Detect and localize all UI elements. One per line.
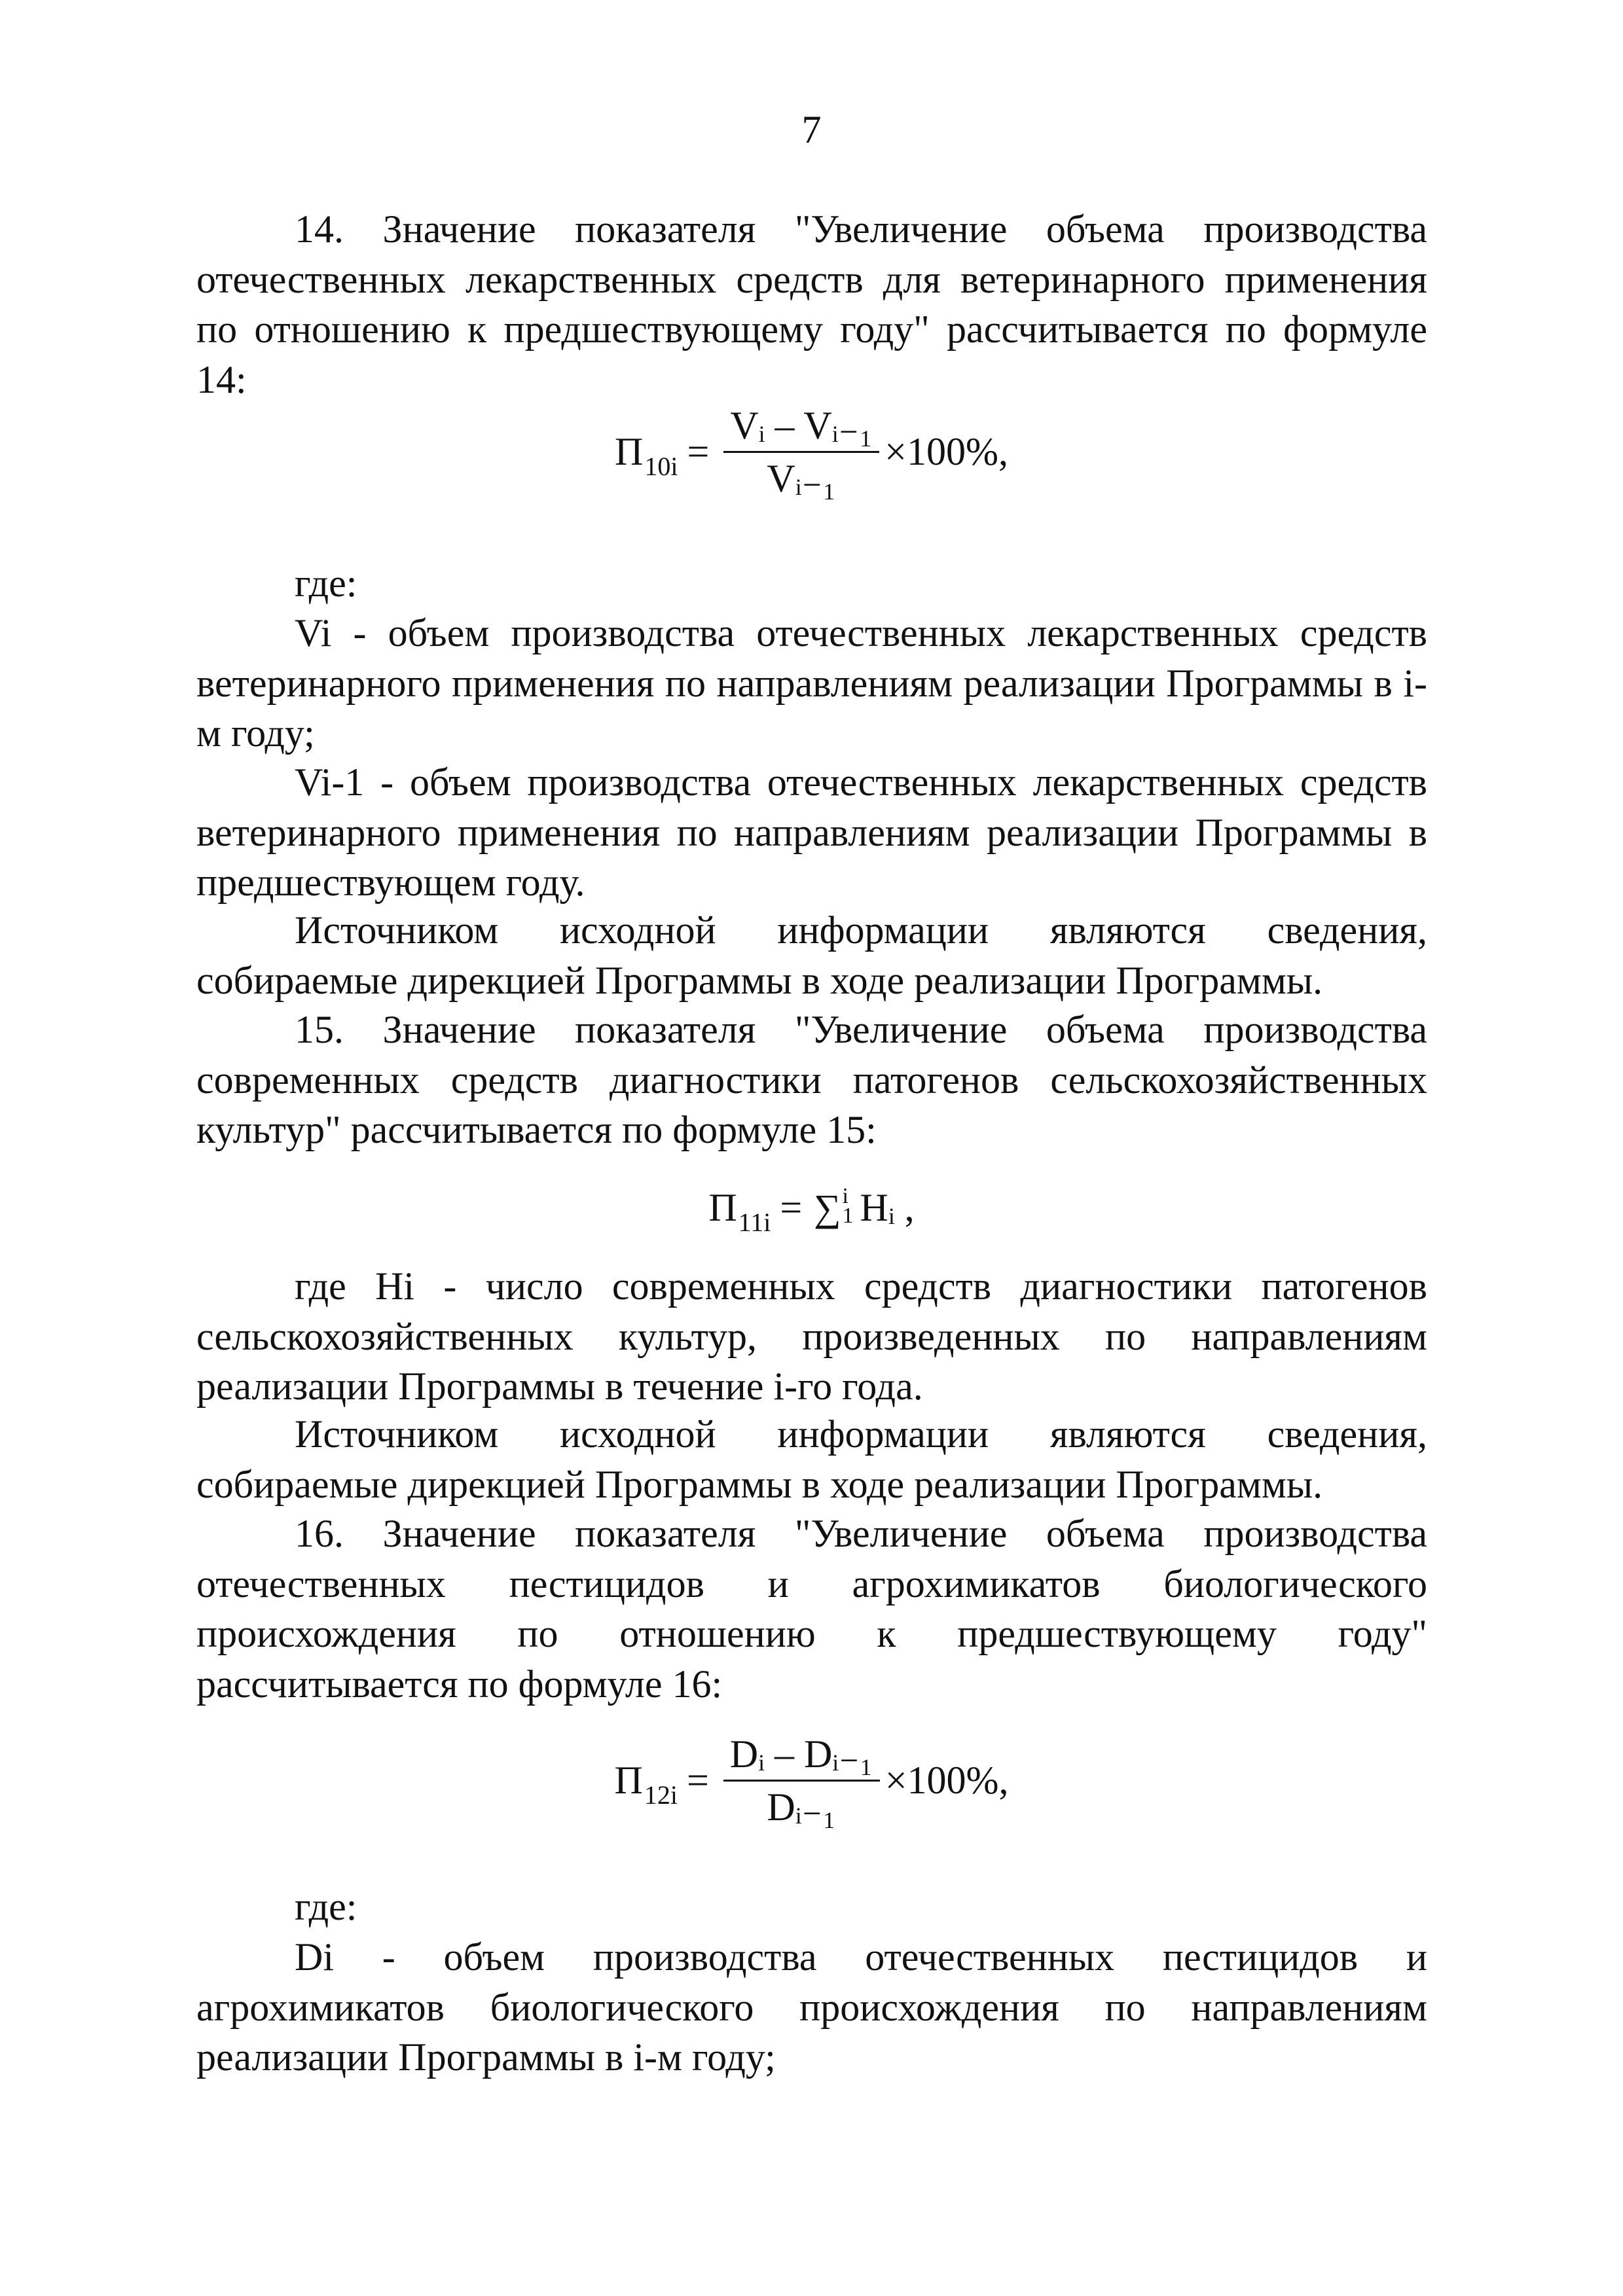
sum-lower-limit: 1 bbox=[842, 1204, 854, 1228]
page-number: 7 bbox=[801, 108, 822, 151]
formula-14 bbox=[0, 393, 1623, 511]
formula-14-numerator: Vᵢ – Vᵢ₋₁ bbox=[723, 405, 879, 453]
formula-16-denominator: Dᵢ₋₁ bbox=[767, 1785, 837, 1829]
formula-16-fraction bbox=[723, 1734, 880, 1827]
paragraph-14-intro: 14. Значение показателя "Увеличение объема производства отечественных лекарственных средств для ветеринарного применения по отношению к предшествующему году" рассчитывается по формуле 14: bbox=[196, 207, 1427, 401]
formula-16-lhs-sub: 12i bbox=[644, 1780, 678, 1810]
formula-15-lhs-sub: 11i bbox=[738, 1207, 771, 1237]
formula-14-tail: ×100%, bbox=[884, 429, 1008, 473]
formula-14-denominator: Vᵢ₋₁ bbox=[767, 456, 837, 500]
formula-15-term: Hᵢ , bbox=[860, 1185, 915, 1229]
formula-16-lhs: П bbox=[614, 1758, 643, 1802]
paragraph-15-intro: 15. Значение показателя "Увеличение объема производства современных средств диагностики патогенов сельскохозяйственных культур" рассчитывается по формуле 15: bbox=[196, 1008, 1427, 1151]
formula-15-eq: = bbox=[780, 1185, 803, 1229]
vi1-definition: Vi-1 - объем производства отечественных лекарственных средств ветеринарного применения по направлениям реализации Программы в предшествующем году. bbox=[196, 761, 1427, 904]
source-paragraph-1: Источником исходной информации являются сведения, собираемые дирекцией Программы в ходе реализации Программы. bbox=[196, 908, 1427, 1002]
formula-15 bbox=[0, 1172, 1623, 1244]
formula-15-lhs: П bbox=[708, 1185, 737, 1229]
hi-definition: где Hi - число современных средств диагностики патогенов сельскохозяйственных культур, произведенных по направлениям реализации Программы в течение i-го года. bbox=[196, 1265, 1427, 1408]
di-definition: Di - объем производства отечественных пестицидов и агрохимикатов биологического происхождения по направлениям реализации Программы в i-м году; bbox=[196, 1935, 1427, 2079]
sum-limits bbox=[842, 1184, 854, 1228]
formula-14-eq: = bbox=[687, 429, 710, 473]
where-label-2: где: bbox=[295, 1885, 357, 1928]
formula-14-lhs-sub: 10i bbox=[644, 451, 678, 481]
formula-14-fraction bbox=[723, 405, 879, 499]
sum-upper-limit: i bbox=[842, 1184, 848, 1208]
source-paragraph-2: Источником исходной информации являются сведения, собираемые дирекцией Программы в ходе реализации Программы. bbox=[196, 1412, 1427, 1506]
formula-16-tail: ×100%, bbox=[884, 1758, 1009, 1802]
where-label-1: где: bbox=[295, 562, 357, 605]
formula-16-eq: = bbox=[686, 1758, 709, 1802]
vi-definition: Vi - объем производства отечественных лекарственных средств ветеринарного применения по направлениям реализации Программы в i-м году; bbox=[196, 611, 1427, 755]
formula-14-lhs: П bbox=[615, 429, 644, 473]
sum-symbol: ∑ bbox=[814, 1186, 841, 1229]
paragraph-16-intro: 16. Значение показателя "Увеличение объема производства отечественных пестицидов и агрохимикатов биологического происхождения по отношению к предшествующему году" рассчитывается по формуле 16: bbox=[196, 1512, 1427, 1706]
formula-16 bbox=[0, 1721, 1623, 1839]
formula-16-numerator: Dᵢ – Dᵢ₋₁ bbox=[723, 1734, 880, 1782]
